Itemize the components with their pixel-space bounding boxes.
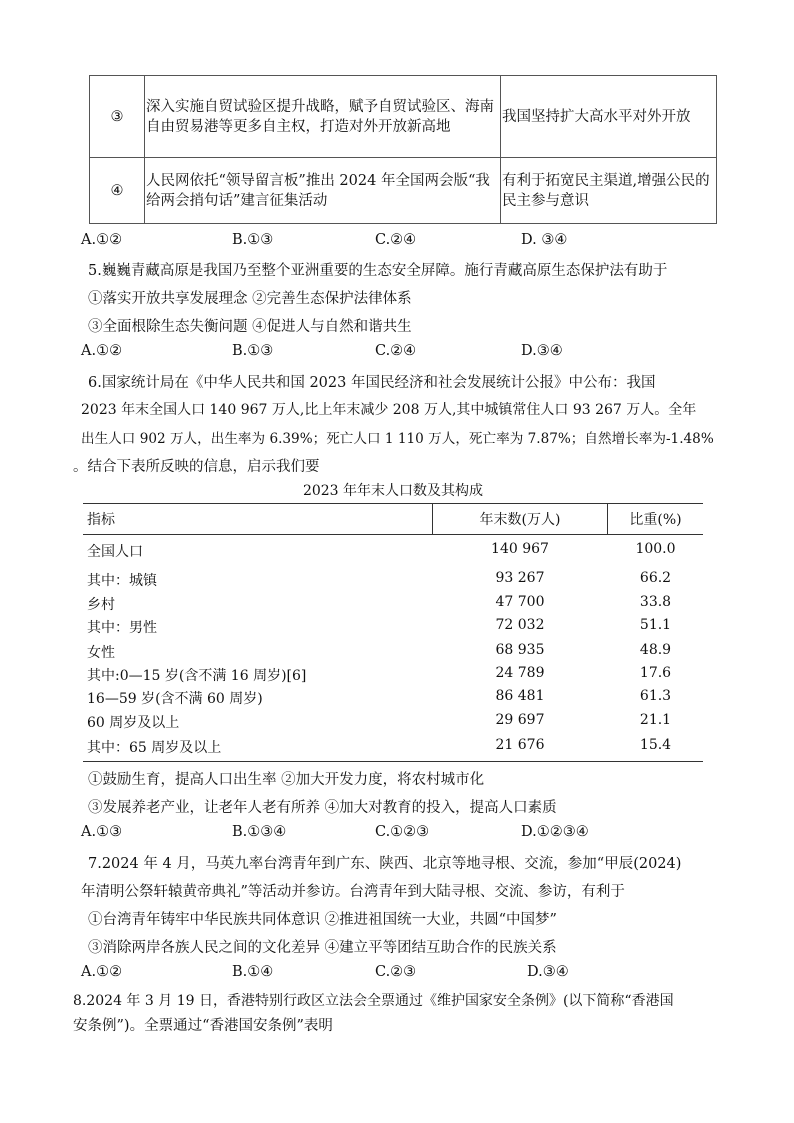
table-row xyxy=(83,570,703,593)
table-row xyxy=(83,712,703,735)
row-count: 140 967 xyxy=(491,541,549,557)
option-a[interactable]: A.①② xyxy=(81,964,123,980)
option-b[interactable]: B.①③ xyxy=(232,232,274,248)
table-bottom-rule xyxy=(83,761,703,762)
row-count: 29 697 xyxy=(495,712,545,728)
row-event: 深入实施自贸试验区提升战略，赋予自贸试验区、海南自由贸易港等更多自主权，打造对外开放新高地 xyxy=(145,76,501,158)
q4-table xyxy=(89,75,717,224)
row-count: 86 481 xyxy=(495,688,545,704)
table-top-rule xyxy=(83,503,703,504)
table-header-rule xyxy=(83,534,703,535)
row-share: 51.1 xyxy=(639,617,672,633)
q6-choices-2: ③发展养老产业，让老年人老有所养 ④加大对教育的投入，提高人口素质 xyxy=(88,800,557,816)
row-label: 乡村 xyxy=(87,597,115,613)
row-label: 60 周岁及以上 xyxy=(87,715,180,731)
row-share: 61.3 xyxy=(639,688,672,704)
row-share: 100.0 xyxy=(635,541,676,557)
q7-stem-2: 年清明公祭轩辕黄帝典礼”等活动并参访。台湾青年到大陆寻根、交流、参访，有利于 xyxy=(81,884,625,900)
option-a[interactable]: A.①③ xyxy=(81,824,123,840)
row-count: 47 700 xyxy=(495,594,545,610)
row-number: ④ xyxy=(90,158,145,224)
row-share: 17.6 xyxy=(639,665,672,681)
row-label: 其中：65 周岁及以上 xyxy=(87,740,222,756)
row-share: 48.9 xyxy=(639,642,672,658)
table-header-row xyxy=(83,509,703,532)
row-number: ③ xyxy=(90,76,145,158)
option-d[interactable]: D.③④ xyxy=(527,964,569,980)
q5-stem: 5.巍巍青藏高原是我国乃至整个亚洲重要的生态安全屏障。施行青藏高原生态保护法有助于 xyxy=(88,263,668,279)
table-row xyxy=(83,541,703,564)
row-meaning: 我国坚持扩大高水平对外开放 xyxy=(501,76,717,158)
option-c[interactable]: C.①②③ xyxy=(375,824,430,840)
option-d[interactable]: D.①②③④ xyxy=(521,824,589,840)
option-b[interactable]: B.①③④ xyxy=(232,824,287,840)
row-event: 人民网依托“领导留言板”推出 2024 年全国两会版“我给两会捎句话”建言征集活动 xyxy=(145,158,501,224)
table-row xyxy=(83,617,703,640)
table-row xyxy=(83,665,703,688)
row-meaning: 有利于拓宽民主渠道,增强公民的民主参与意识 xyxy=(501,158,717,224)
q6-stem-4: 。结合下表所反映的信息，启示我们要 xyxy=(73,459,320,475)
option-d[interactable]: D.③④ xyxy=(521,343,563,359)
q6-stem-3: 出生人口 902 万人，出生率为 6.39%；死亡人口 1 110 万人，死亡率为 7.87%；自然增长率为-1.48% xyxy=(81,431,714,447)
row-label: 其中:0—15 岁(含不满 16 周岁)[6] xyxy=(87,668,307,684)
row-count: 93 267 xyxy=(495,570,545,586)
option-a[interactable]: A.①② xyxy=(81,343,123,359)
table-row xyxy=(90,158,717,224)
q7-choices-2: ③消除两岸各族人民之间的文化差异 ④建立平等团结互助合作的民族关系 xyxy=(88,940,557,956)
header-share: 比重(%) xyxy=(629,512,682,528)
row-label: 16—59 岁(含不满 60 周岁) xyxy=(87,691,263,707)
q6-stem-2: 2023 年末全国人口 140 967 万人,比上年末减少 208 万人,其中城镇常住人口 93 267 万人。全年 xyxy=(81,402,697,418)
table-row xyxy=(83,688,703,711)
option-c[interactable]: C.②④ xyxy=(375,232,417,248)
row-share: 33.8 xyxy=(639,594,672,610)
table-title: 2023 年年末人口数及其构成 xyxy=(302,483,484,499)
option-b[interactable]: B.①③ xyxy=(232,343,274,359)
row-count: 24 789 xyxy=(495,665,545,681)
row-label: 全国人口 xyxy=(87,544,143,560)
row-share: 66.2 xyxy=(639,570,672,586)
q7-choices-1: ①台湾青年铸牢中华民族共同体意识 ②推进祖国统一大业，共圆“中国梦” xyxy=(88,912,557,928)
row-share: 15.4 xyxy=(639,737,672,753)
row-label: 其中：男性 xyxy=(87,620,157,636)
row-label: 其中：城镇 xyxy=(87,573,157,589)
table-row xyxy=(83,737,703,760)
q6-stem-1: 6.国家统计局在《中华人民共和国 2023 年国民经济和社会发展统计公报》中公布：我国 xyxy=(88,375,656,391)
table-row xyxy=(83,594,703,617)
row-share: 21.1 xyxy=(639,712,672,728)
table-row xyxy=(83,642,703,665)
option-a[interactable]: A.①② xyxy=(81,232,123,248)
option-c[interactable]: C.②④ xyxy=(375,343,417,359)
q5-choices-1: ①落实开放共享发展理念 ②完善生态保护法律体系 xyxy=(88,291,412,307)
header-count: 年末数(万人) xyxy=(479,512,561,528)
option-d[interactable]: D. ③④ xyxy=(521,232,568,248)
row-label: 女性 xyxy=(87,645,115,661)
option-b[interactable]: B.①④ xyxy=(232,964,274,980)
option-c[interactable]: C.②③ xyxy=(375,964,417,980)
q6-choices-1: ①鼓励生育，提高人口出生率 ②加大开发力度，将农村城市化 xyxy=(88,772,485,788)
q8-stem-1: 8.2024 年 3 月 19 日，香港特别行政区立法会全票通过《维护国家安全条例》(以下简称“香港国 xyxy=(73,993,674,1009)
q5-choices-2: ③全面根除生态失衡问题 ④促进人与自然和谐共生 xyxy=(88,319,412,335)
row-count: 21 676 xyxy=(495,737,545,753)
q8-stem-2: 安条例”)。全票通过“香港国安条例”表明 xyxy=(73,1018,333,1034)
row-count: 68 935 xyxy=(495,642,545,658)
q7-stem-1: 7.2024 年 4 月，马英九率台湾青年到广东、陕西、北京等地寻根、交流，参加“甲辰(2024) xyxy=(88,856,682,872)
table-row xyxy=(90,76,717,158)
header-indicator: 指标 xyxy=(87,512,115,528)
row-count: 72 032 xyxy=(495,617,545,633)
